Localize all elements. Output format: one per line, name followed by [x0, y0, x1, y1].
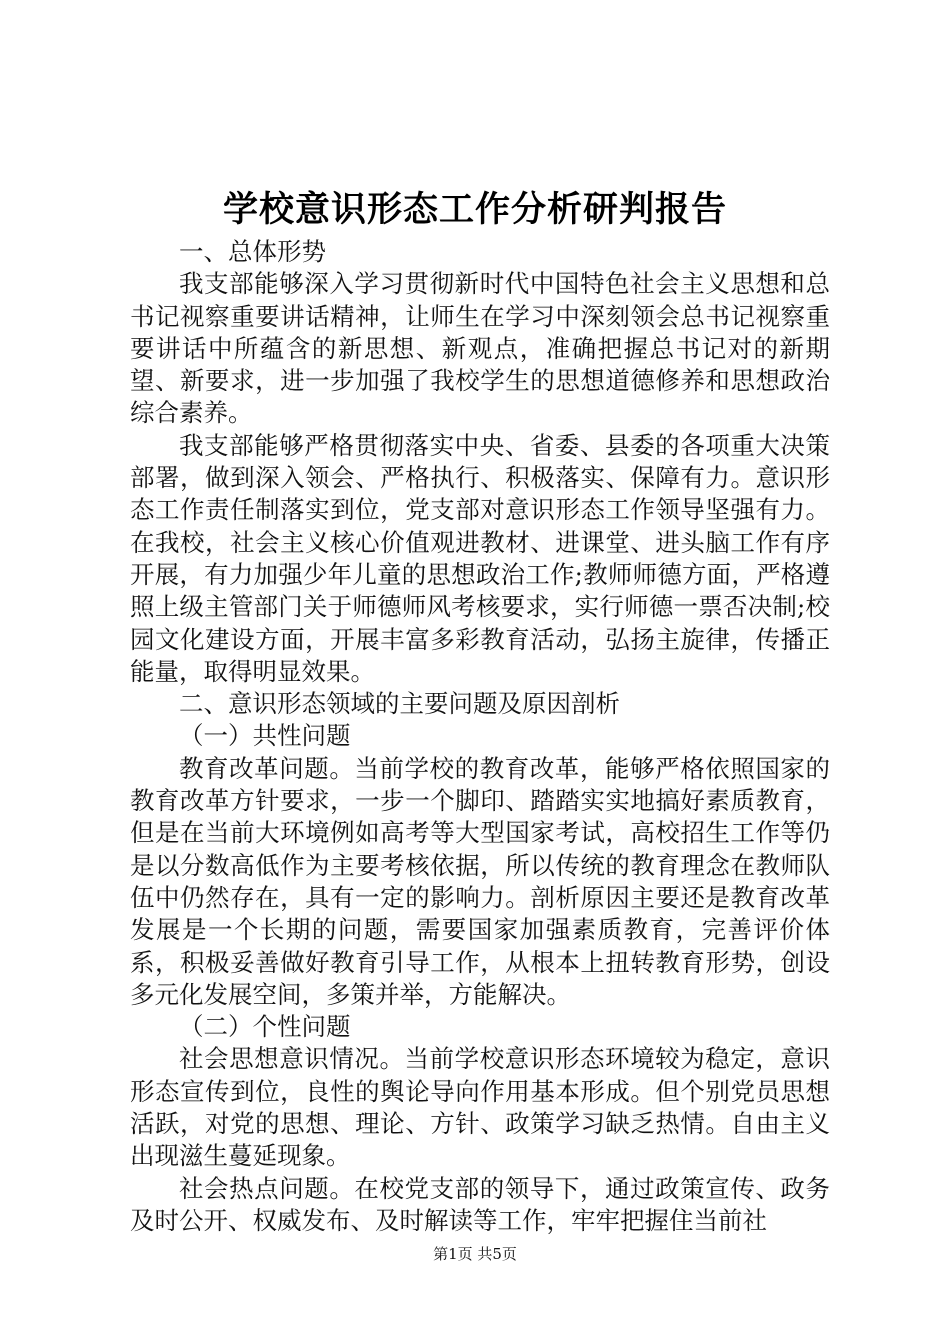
document-body: [130, 236, 830, 1237]
paragraph: 我支部能够严格贯彻落实中央、省委、县委的各项重大决策部署，做到深入领会、严格执行、积极落实、保障有力。意识形态工作责任制落实到位，党支部对意识形态工作领导坚强有力。在我校，社会主义核心价值观进教材、进课堂、进头脑工作有序开展，有力加强少年儿童的思想政治工作;教师师德方面，严格遵照上级主管部门关于师德师风考核要求，实行师德一票否决制;校园文化建设方面，开展丰富多彩教育活动，弘扬主旋律，传播正能量，取得明显效果。: [130, 430, 830, 686]
paragraph: 我支部能够深入学习贯彻新时代中国特色社会主义思想和总书记视察重要讲话精神，让师生在学习中深刻领会总书记视察重要讲话中所蕴含的新思想、新观点，准确把握总书记对的新期望、新要求，进一步加强了我校学生的思想道德修养和思想政治综合素养。: [130, 269, 830, 428]
section-heading-problems: 二、意识形态领域的主要问题及原因剖析: [179, 689, 620, 719]
paragraph: 社会思想意识情况。当前学校意识形态环境较为稳定，意识形态宣传到位，良性的舆论导向作用基本形成。但个别党员思想活跃，对党的思想、理论、方针、政策学习缺乏热情。自由主义出现滋生蔓延现象。: [130, 1044, 830, 1171]
document-title: 学校意识形态工作分析研判报告: [222, 189, 727, 230]
subsection-heading-individual: （二）个性问题: [179, 1012, 351, 1042]
section-heading-overall: 一、总体形势: [179, 237, 326, 266]
page-footer: 第1页 共5页: [433, 1245, 517, 1263]
subsection-heading-common: （一）共性问题: [179, 721, 351, 751]
paragraph: 教育改革问题。当前学校的教育改革，能够严格依照国家的教育改革方针要求，一步一个脚印、踏踏实实地搞好素质教育，但是在当前大环境例如高考等大型国家考试，高校招生工作等仍是以分数高低作为主要考核依据，所以传统的教育理念在教师队伍中仍然存在，具有一定的影响力。剖析原因主要还是教育改革发展是一个长期的问题，需要国家加强素质教育，完善评价体系，积极妥善做好教育引导工作，从根本上扭转教育形势，创设多元化发展空间，多策并举，方能解决。: [130, 753, 830, 1009]
paragraph: 社会热点问题。在校党支部的领导下，通过政策宣传、政务及时公开、权威发布、及时解读等工作，牢牢把握住当前社: [130, 1173, 830, 1235]
